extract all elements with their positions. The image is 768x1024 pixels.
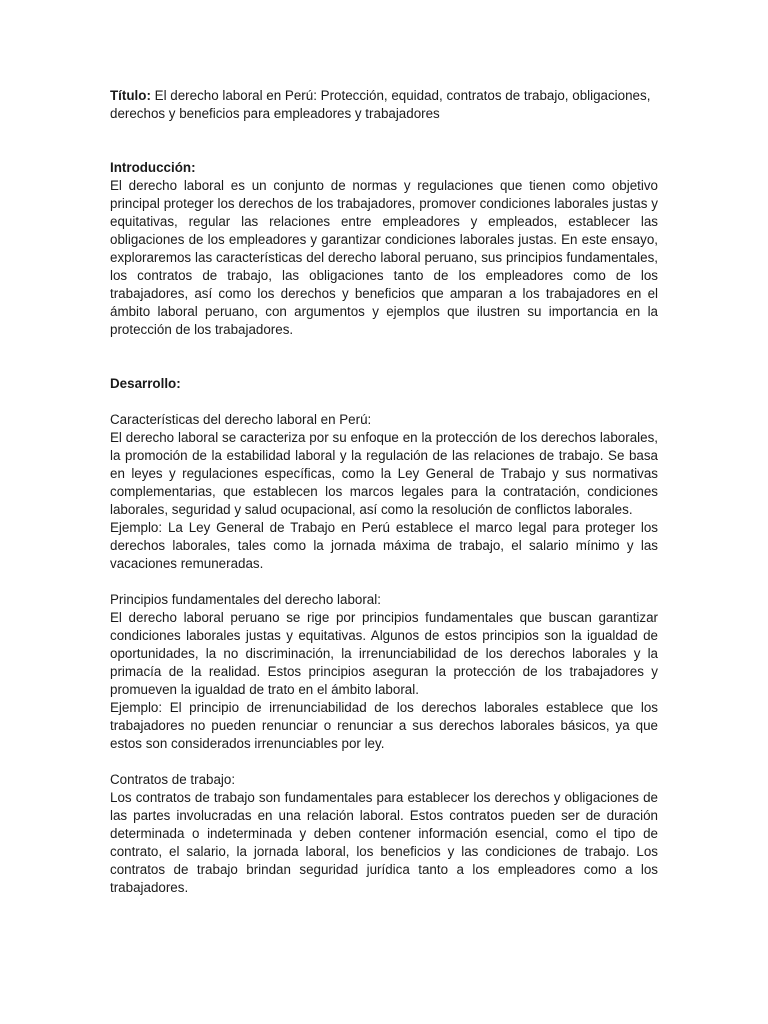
section-subheading: Características del derecho laboral en Perú: — [110, 412, 372, 427]
desarrollo-heading: Desarrollo: — [110, 376, 181, 391]
section-body: Los contratos de trabajo son fundamentales para establecer los derechos y obligaciones de las partes involucradas en una relación laboral. Estos contratos pueden ser de duración determinada o indeterminada y deben contener información esencial, como el tipo de contrato, el salario, la jornada laboral, los beneficios y las condiciones de trabajo. Los contratos de trabajo brindan seguridad jurídica tanto a los empleadores como a los trabajadores. — [110, 790, 658, 895]
section-subheading: Contratos de trabajo: — [110, 772, 236, 787]
introduccion-body: El derecho laboral es un conjunto de normas y regulaciones que tienen como objetivo principal proteger los derechos de los trabajadores, promover condiciones laborales justas y equitativas, regular las relaciones entre empleadores y empleados, establecer las obligaciones de los empleadores y garantizar condiciones laborales justas. En este ensayo, exploraremos las características del derecho laboral peruano, sus principios fundamentales, los contratos de trabajo, las obligaciones tanto de los empleadores como de los trabajadores, así como los derechos y beneficios que amparan a los trabajadores en el ámbito laboral peruano, con argumentos y ejemplos que ilustren su importancia en la protección de los trabajadores. — [110, 178, 658, 337]
section-subheading: Principios fundamentales del derecho laboral: — [110, 592, 381, 607]
title-text: El derecho laboral en Perú: Protección, equidad, contratos de trabajo, obligaciones, derechos y beneficios para empleadores y trabajadores — [110, 88, 651, 121]
document-page — [110, 87, 658, 897]
spacer — [110, 123, 658, 159]
section-example: Ejemplo: La Ley General de Trabajo en Perú establece el marco legal para proteger los derechos laborales, tales como la jornada máxima de trabajo, el salario mínimo y las vacaciones remuneradas. — [110, 520, 658, 571]
section-principios — [110, 591, 658, 753]
spacer — [110, 753, 658, 771]
spacer — [110, 339, 658, 375]
spacer — [110, 393, 658, 411]
section-caracteristicas — [110, 411, 658, 573]
title-label: Título: — [110, 88, 151, 103]
section-contratos — [110, 771, 658, 897]
document-title — [110, 87, 658, 123]
introduccion-heading: Introducción: — [110, 160, 196, 175]
spacer — [110, 573, 658, 591]
section-body: El derecho laboral se caracteriza por su enfoque en la protección de los derechos laborales, la promoción de la estabilidad laboral y la regulación de las relaciones de trabajo. Se basa en leyes y regulaciones específicas, como la Ley General de Trabajo y sus normativas complementarias, que establecen los marcos legales para la contratación, condiciones laborales, seguridad y salud ocupacional, así como la resolución de conflictos laborales. — [110, 430, 658, 517]
section-body: El derecho laboral peruano se rige por principios fundamentales que buscan garantizar condiciones laborales justas y equitativas. Algunos de estos principios son la igualdad de oportunidades, la no discriminación, la irrenunciabilidad de los derechos laborales y la primacía de la realidad. Estos principios aseguran la protección de los trabajadores y promueven la igualdad de trato en el ámbito laboral. — [110, 610, 658, 697]
section-example: Ejemplo: El principio de irrenunciabilidad de los derechos laborales establece que los trabajadores no pueden renunciar o renunciar a sus derechos laborales básicos, ya que estos son considerados irrenunciables por ley. — [110, 700, 658, 751]
